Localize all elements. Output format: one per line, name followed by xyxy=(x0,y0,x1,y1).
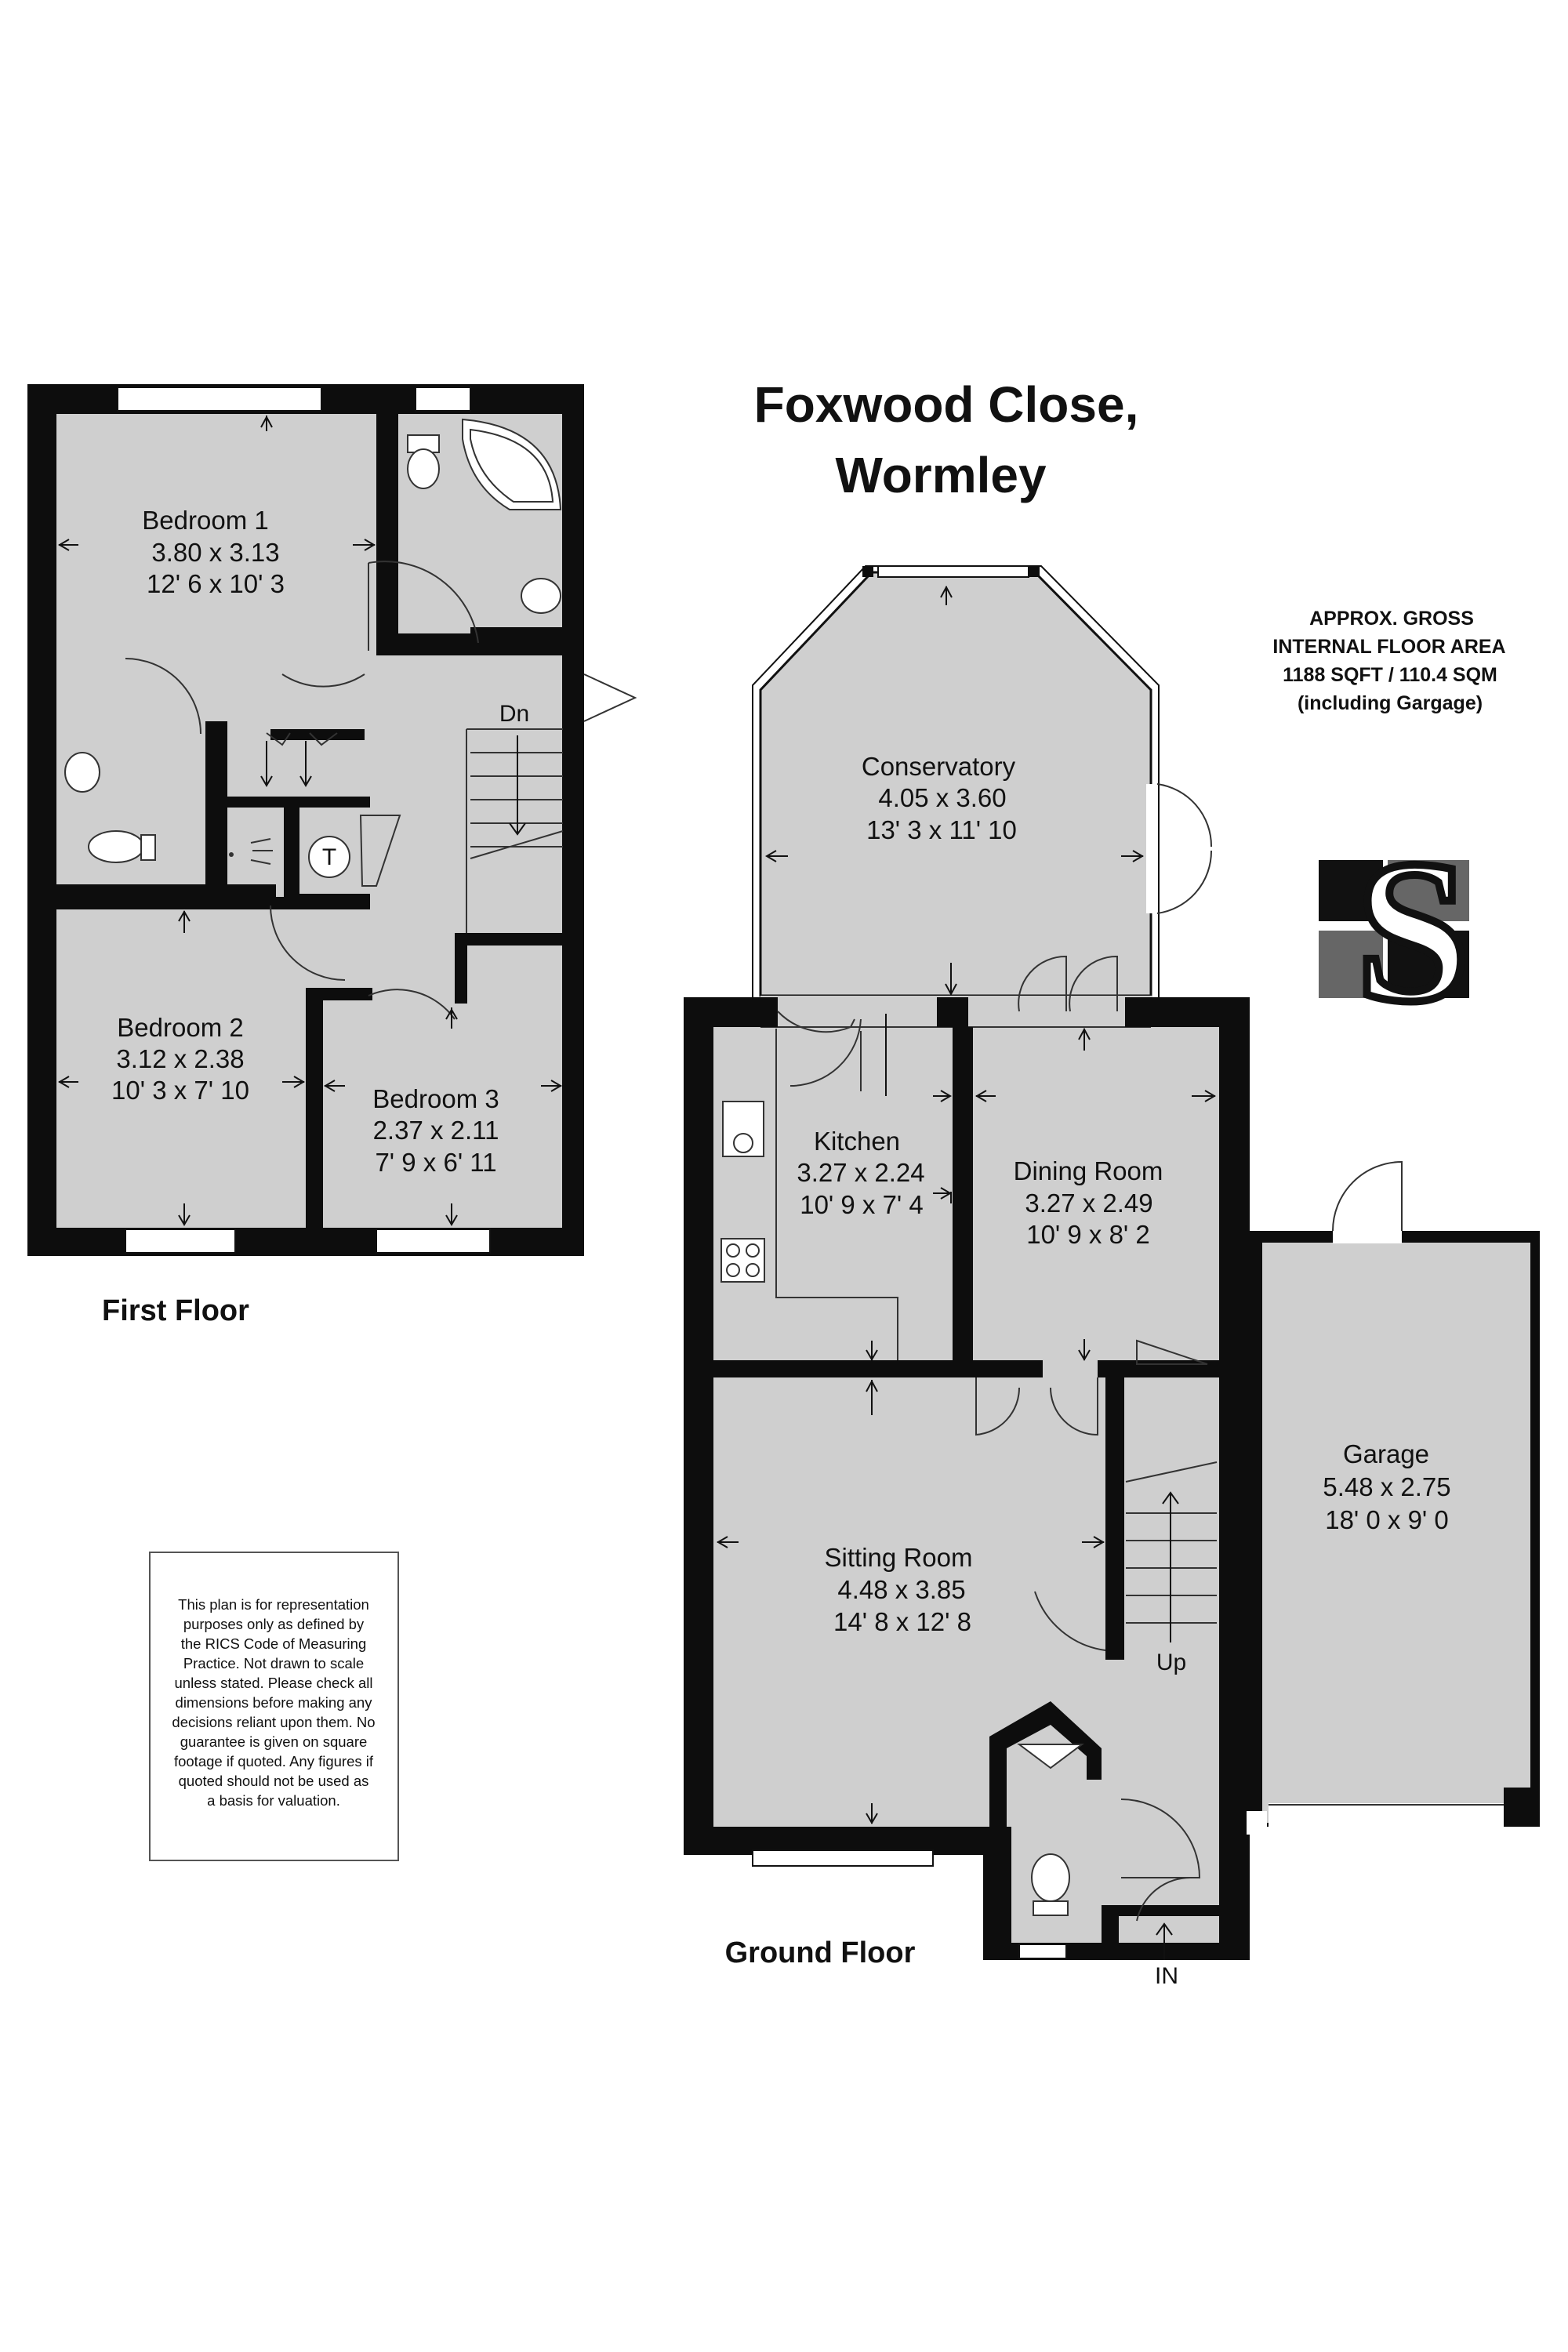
dining-room-metric: 3.27 x 2.49 xyxy=(1025,1189,1153,1218)
title-line-1: Foxwood Close, xyxy=(753,376,1139,433)
garage-metric: 5.48 x 2.75 xyxy=(1323,1472,1451,1501)
conservatory-imperial: 13' 3 x 11' 10 xyxy=(866,815,1017,844)
first-floor-label: First Floor xyxy=(102,1294,249,1327)
area-line-2: INTERNAL FLOOR AREA xyxy=(1272,636,1506,658)
toilet-icon xyxy=(1032,1854,1069,1915)
disclaimer-line: footage if quoted. Any figures if xyxy=(173,1753,374,1769)
title-line-2: Wormley xyxy=(835,447,1047,503)
entrance-label: IN xyxy=(1155,1963,1178,1989)
garage-name: Garage xyxy=(1342,1439,1430,1468)
s-logo-icon xyxy=(1319,818,1469,1044)
disclaimer-box xyxy=(150,1552,398,1860)
disclaimer-line: a basis for valuation. xyxy=(207,1792,340,1809)
window-icon xyxy=(753,1850,933,1866)
disclaimer-line: purposes only as defined by xyxy=(183,1616,365,1632)
garage-imperial: 18' 0 x 9' 0 xyxy=(1325,1505,1449,1534)
area-line-1: APPROX. GROSS xyxy=(1309,608,1474,630)
bedroom-1-name: Bedroom 1 xyxy=(142,506,269,535)
window-icon xyxy=(125,1229,235,1253)
ground-floor-label: Ground Floor xyxy=(724,1936,916,1969)
sink-icon xyxy=(723,1102,764,1156)
disclaimer-line: decisions reliant upon them. No xyxy=(172,1714,376,1730)
stairs-down-label: Dn xyxy=(499,701,530,727)
toilet-icon xyxy=(89,831,155,862)
bedroom-1-metric: 3.80 x 3.13 xyxy=(151,538,280,567)
disclaimer-line: unless stated. Please check all xyxy=(174,1675,373,1691)
sitting-room-metric: 4.48 x 3.85 xyxy=(837,1575,966,1604)
area-line-4: (including Gargage) xyxy=(1297,692,1483,714)
bedroom-3-metric: 2.37 x 2.11 xyxy=(372,1116,499,1145)
window-icon xyxy=(118,387,321,411)
door-icon xyxy=(1146,784,1211,913)
disclaimer-line: dimensions before making any xyxy=(175,1694,372,1711)
door-icon xyxy=(1333,1162,1402,1243)
sitting-room-name: Sitting Room xyxy=(824,1543,973,1572)
first-floor-plan xyxy=(27,384,635,1256)
bedroom-3-name: Bedroom 3 xyxy=(372,1084,499,1113)
sink-icon xyxy=(65,753,100,792)
disclaimer-line: quoted should not be used as xyxy=(178,1773,369,1789)
window-icon xyxy=(1019,1944,1066,1958)
toilet-icon xyxy=(408,435,439,488)
sitting-room-imperial: 14' 8 x 12' 8 xyxy=(833,1607,971,1636)
dining-room-name: Dining Room xyxy=(1013,1156,1163,1185)
window-icon xyxy=(878,566,1029,577)
kitchen-imperial: 10' 9 x 7' 4 xyxy=(800,1190,924,1219)
bedroom-2-name: Bedroom 2 xyxy=(117,1013,244,1042)
disclaimer-line: This plan is for representation xyxy=(178,1596,369,1613)
kitchen-metric: 3.27 x 2.24 xyxy=(797,1158,925,1187)
svg-text:S: S xyxy=(1356,818,1470,1044)
area-line-3: 1188 SQFT / 110.4 SQM xyxy=(1283,664,1497,686)
disclaimer-line: the RICS Code of Measuring xyxy=(180,1635,367,1652)
bedroom-2-imperial: 10' 3 x 7' 10 xyxy=(111,1076,249,1105)
conservatory-name: Conservatory xyxy=(861,752,1016,781)
disclaimer-line: Practice. Not drawn to scale xyxy=(183,1655,365,1671)
hob-icon xyxy=(721,1239,764,1282)
conservatory-metric: 4.05 x 3.60 xyxy=(878,783,1007,812)
bedroom-3-imperial: 7' 9 x 6' 11 xyxy=(375,1148,497,1177)
stairs-up-label: Up xyxy=(1156,1650,1187,1675)
sink-icon xyxy=(521,579,561,613)
tank-label: T xyxy=(321,844,337,870)
bedroom-2-metric: 3.12 x 2.38 xyxy=(116,1044,245,1073)
kitchen-name: Kitchen xyxy=(813,1127,901,1156)
window-icon xyxy=(416,387,470,411)
ground-floor-plan xyxy=(684,566,1540,1989)
window-icon xyxy=(376,1229,490,1253)
dining-room-imperial: 10' 9 x 8' 2 xyxy=(1026,1220,1150,1249)
disclaimer-line: guarantee is given on square xyxy=(180,1733,368,1750)
bedroom-1-imperial: 12' 6 x 10' 3 xyxy=(147,569,285,598)
